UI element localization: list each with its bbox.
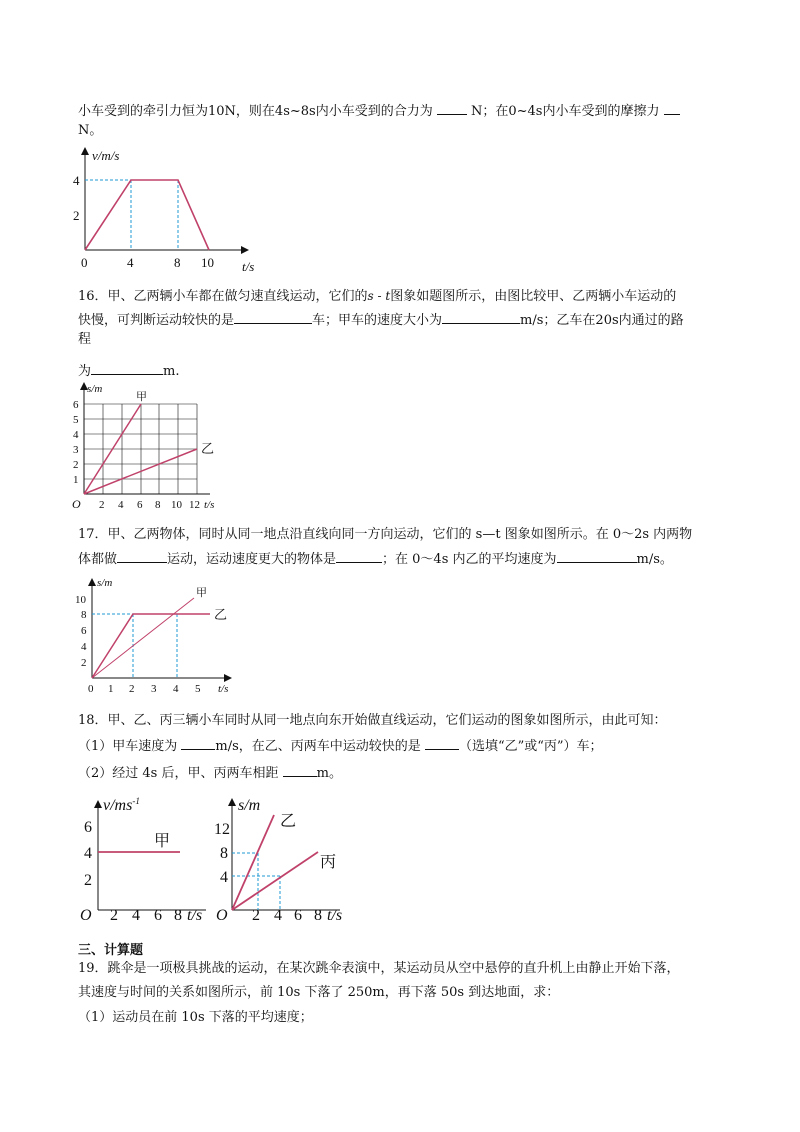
- x-tick-label: 6: [154, 907, 162, 924]
- series-label-jia: 甲: [136, 391, 147, 403]
- x-tick-label: 12: [189, 499, 200, 511]
- x-axis-label: t/s: [187, 907, 203, 924]
- x-tick-label: 4: [274, 907, 282, 924]
- y-tick-label: 2: [73, 459, 79, 471]
- q17-line1: 17．甲、乙两物体，同时从同一地点沿直线向同一方向运动，它们的 s—t 图象如图所示。在 0～2s 内两物: [78, 527, 693, 542]
- x-tick-label: 2: [129, 683, 135, 695]
- answer-blank[interactable]: [91, 361, 163, 375]
- answer-blank[interactable]: [234, 310, 312, 324]
- velocity-line: [85, 180, 209, 250]
- y-tick-label: 2: [84, 872, 92, 889]
- y-tick-label: 6: [81, 625, 87, 637]
- y-tick-label: 5: [73, 414, 79, 426]
- series-jia-line: [92, 598, 194, 678]
- origin-label: O: [216, 907, 228, 924]
- origin-label: O: [72, 497, 81, 511]
- x-tick-label: 4: [173, 683, 179, 695]
- y-tick-label: 12: [214, 821, 230, 838]
- answer-blank[interactable]: [336, 549, 382, 563]
- q15-line1: 小车受到的牵引力恒为10N，则在4s~8s内小车受到的合力为 N；在0~4s内小车受到的摩擦力: [78, 101, 680, 121]
- q18-line2: （1）甲车速度为 m/s，在乙、丙两车中运动较快的是 （选填“乙”或“丙”）车；: [78, 736, 603, 756]
- chart-15-velocity-time: [70, 145, 270, 275]
- q19-line3: （1）运动员在前 10s 下落的平均速度；: [78, 1010, 313, 1025]
- answer-blank[interactable]: [117, 549, 167, 563]
- q19-line1: 19．跳伞是一项极具挑战的运动，在某次跳伞表演中，某运动员从空中悬停的直升机上由静止开始下落，: [78, 961, 680, 976]
- chart-17-distance-time: [70, 572, 240, 697]
- x-tick-label: 8: [155, 499, 161, 511]
- q18-line1: 18．甲、乙、丙三辆小车同时从同一地点向东开始做直线运动，它们运动的图象如图所示，由此可知：: [78, 713, 667, 728]
- chart-18a-velocity-time: [76, 790, 226, 925]
- y-axis-label: s/m: [238, 797, 261, 814]
- y-tick-label: 6: [73, 399, 79, 411]
- q16-line3: 程: [78, 332, 92, 347]
- x-tick-label: 0: [88, 683, 94, 695]
- chart-18b-distance-time: [214, 790, 364, 925]
- q16-line4: 为 m.: [78, 361, 179, 381]
- x-axis-label: t/s: [204, 499, 215, 511]
- x-tick-label: 10: [201, 255, 214, 270]
- x-axis-label: t/s: [218, 683, 229, 695]
- y-tick-label: 3: [73, 444, 79, 456]
- y-tick-label: 8: [81, 609, 87, 621]
- x-tick-label: 6: [294, 907, 302, 924]
- y-axis-label: s/m: [97, 577, 113, 589]
- x-tick-label: 4: [118, 499, 124, 511]
- y-tick-label: 4: [73, 173, 80, 188]
- x-tick-label: 5: [195, 683, 201, 695]
- answer-blank[interactable]: [425, 736, 459, 750]
- x-tick-label: 4: [132, 907, 140, 924]
- answer-blank[interactable]: [437, 101, 467, 115]
- y-tick-label: 8: [220, 845, 228, 862]
- x-axis-label: t/s: [242, 259, 255, 274]
- x-tick-label: 6: [137, 499, 143, 511]
- x-tick-label: 2: [110, 907, 118, 924]
- q18-line3: （2）经过 4s 后，甲、丙两车相距 m。: [78, 763, 342, 783]
- x-axis-label: t/s: [327, 907, 343, 924]
- x-tick-label: 0: [81, 255, 88, 270]
- series-label-yi: 乙: [214, 607, 228, 622]
- y-tick-label: 2: [81, 657, 87, 669]
- chart-16-distance-time: [70, 380, 230, 520]
- answer-blank[interactable]: [664, 101, 680, 115]
- x-tick-label: 8: [174, 255, 181, 270]
- y-tick-label: 1: [73, 474, 79, 486]
- x-tick-label: 2: [252, 907, 260, 924]
- q16-line1: 16．甲、乙两辆小车都在做匀速直线运动，它们的s - t图象如题图所示，由图比较甲、乙两辆小车运动的: [78, 289, 677, 304]
- x-tick-label: 8: [174, 907, 182, 924]
- q19-line2: 其速度与时间的关系如图所示，前 10s 下落了 250m，再下落 50s 到达地面，求：: [78, 985, 560, 1000]
- answer-blank[interactable]: [181, 736, 215, 750]
- x-tick-label: 4: [127, 255, 134, 270]
- y-axis-label: $v/ms^{-1}$: [103, 796, 140, 814]
- q16-line2: 快慢，可判断运动较快的是 车；甲车的速度大小为 m/s；乙车在20s内通过的路: [78, 310, 684, 330]
- y-tick-label: 4: [220, 869, 228, 886]
- q15-line2: N。: [78, 123, 103, 138]
- series-label-yi: 乙: [280, 813, 297, 830]
- q17-line2: 体都做 运动，运动速度更大的物体是 ；在 0～4s 内乙的平均速度为 m/s。: [78, 549, 673, 569]
- y-axis-label: v/m/s: [92, 148, 120, 163]
- x-tick-label: 3: [151, 683, 157, 695]
- y-tick-label: 4: [73, 429, 79, 441]
- series-label-bing: 丙: [320, 854, 337, 871]
- series-label-yi: 乙: [201, 441, 215, 456]
- answer-blank[interactable]: [283, 763, 317, 777]
- x-tick-label: 1: [108, 683, 114, 695]
- x-tick-label: 2: [99, 499, 105, 511]
- y-tick-label: 2: [73, 208, 80, 223]
- answer-blank[interactable]: [442, 310, 520, 324]
- y-tick-label: 4: [84, 845, 92, 862]
- y-tick-label: 10: [75, 594, 86, 606]
- origin-label: O: [80, 907, 92, 924]
- y-axis-label: s/m: [87, 383, 103, 395]
- y-tick-label: 6: [84, 819, 92, 836]
- x-tick-label: 10: [171, 499, 182, 511]
- series-yi-line: [84, 449, 197, 494]
- series-label-jia: 甲: [154, 833, 171, 850]
- x-tick-label: 8: [314, 907, 322, 924]
- grid: [84, 404, 197, 494]
- answer-blank[interactable]: [557, 549, 637, 563]
- series-yi-line: [92, 614, 210, 678]
- section-title: 三、计算题: [78, 943, 144, 958]
- series-label-jia: 甲: [196, 587, 207, 599]
- y-tick-label: 4: [81, 641, 87, 653]
